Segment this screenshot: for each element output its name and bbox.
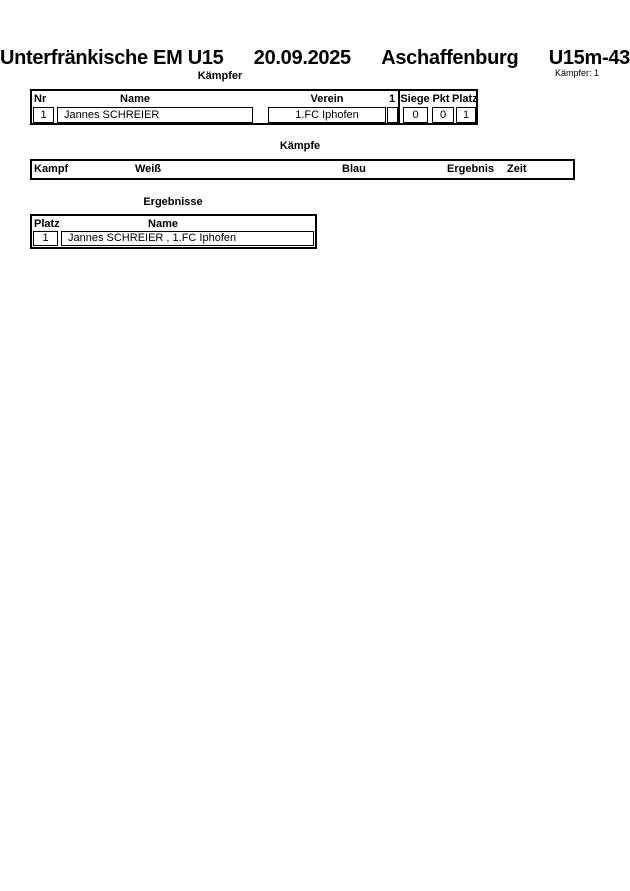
kaempfer-table xyxy=(30,89,478,125)
kaempfe-section-heading: Kämpfe xyxy=(279,140,321,152)
kaempfer-row-verein-cell: 1.FC Iphofen xyxy=(268,107,386,123)
kaempfe-table xyxy=(30,159,575,180)
kaempfer-header-siege: Siege xyxy=(400,93,430,105)
kaempfer-row-pkt-cell: 0 xyxy=(432,107,454,123)
kaempfer-section-heading: Kämpfer xyxy=(197,70,243,82)
kaempfer-header-nr: Nr xyxy=(34,93,47,105)
ergebnisse-header-name: Name xyxy=(148,218,178,230)
title-weight-class: U15m-43 xyxy=(548,47,630,69)
ergebnisse-row-name-cell: Jannes SCHREIER , 1.FC Iphofen xyxy=(61,231,314,246)
kaempfer-header-verein: Verein xyxy=(310,93,344,105)
title-event: Unterfränkische EM U15 xyxy=(0,47,224,69)
kaempfe-header-zeit: Zeit xyxy=(507,163,527,175)
kaempfe-header-blau: Blau xyxy=(342,163,366,175)
title-location: Aschaffenburg xyxy=(381,47,519,69)
kaempfe-header-ergebnis: Ergebnis xyxy=(447,163,495,175)
kaempfer-row-siege-cell: 0 xyxy=(403,107,428,123)
title-date: 20.09.2025 xyxy=(253,47,351,69)
kaempfer-header-name: Name xyxy=(120,93,150,105)
ergebnisse-row-platz-cell: 1 xyxy=(33,231,58,246)
kaempfer-header-platz: Platz xyxy=(452,93,478,105)
kaempfer-row-platz-cell: 1 xyxy=(456,107,476,123)
kaempfer-header-pkt: Pkt xyxy=(432,93,450,105)
ergebnisse-table xyxy=(30,214,317,249)
kaempfer-row-extra-cell xyxy=(387,107,398,123)
ergebnisse-header-platz: Platz xyxy=(34,218,60,230)
kaempfe-header-weiss: Weiß xyxy=(135,163,162,175)
kaempfer-header-one: 1 xyxy=(388,93,396,105)
page-title xyxy=(0,47,630,69)
fighter-count-label: Kämpfer: 1 xyxy=(554,68,600,78)
ergebnisse-section-heading: Ergebnisse xyxy=(143,196,203,208)
kaempfer-row-name-cell: Jannes SCHREIER xyxy=(57,107,253,123)
kaempfer-row-nr-cell: 1 xyxy=(33,107,54,123)
kaempfe-header-kampf: Kampf xyxy=(34,163,69,175)
